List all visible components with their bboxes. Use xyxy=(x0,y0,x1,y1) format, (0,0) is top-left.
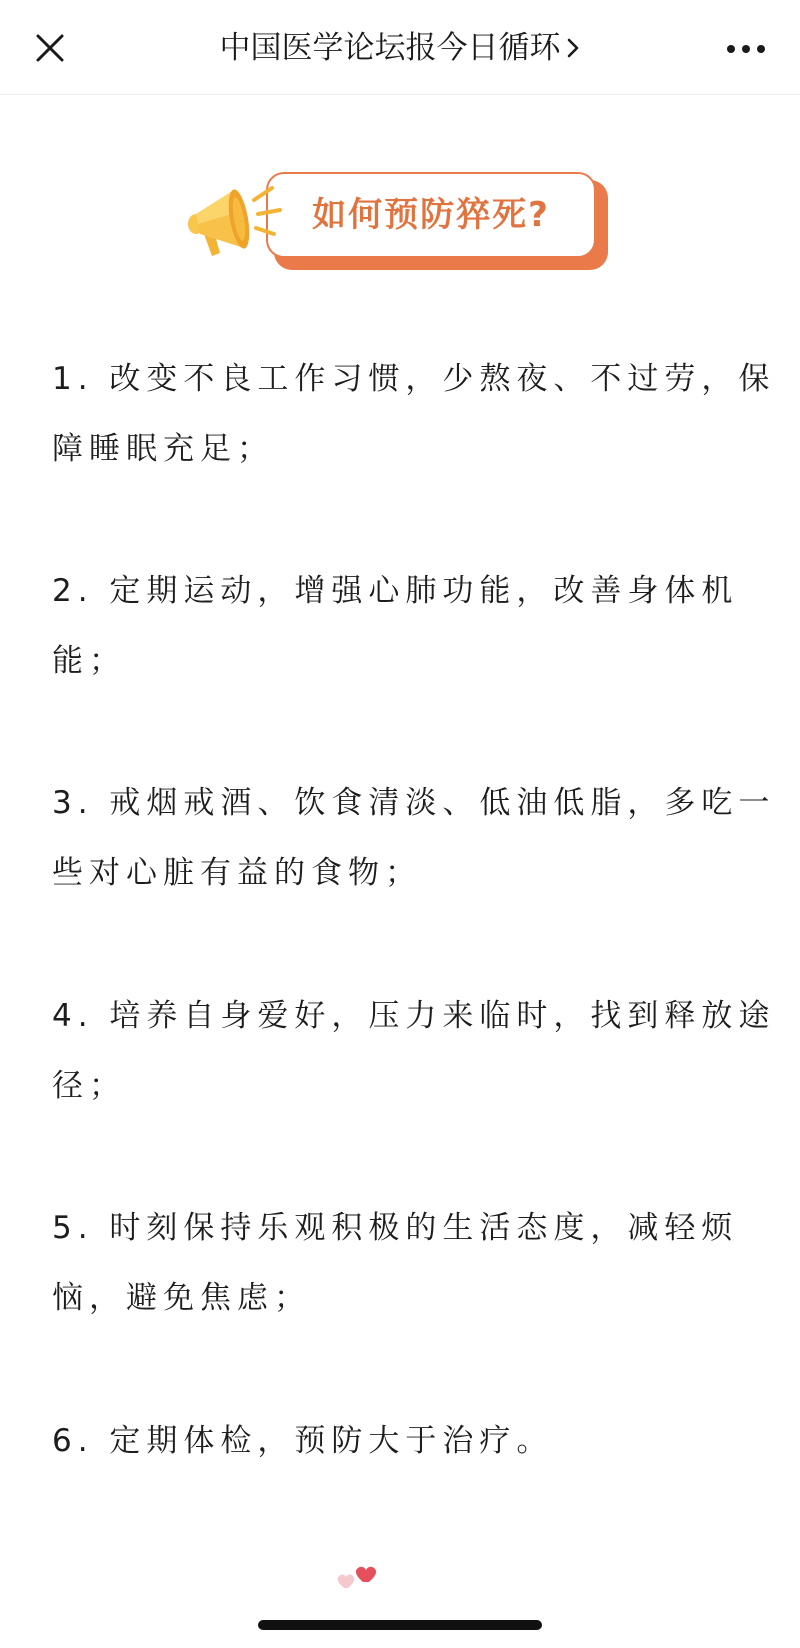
account-title-link[interactable] xyxy=(150,28,650,68)
list-item xyxy=(52,344,776,484)
chevron-right-icon xyxy=(565,36,581,60)
hearts-icon xyxy=(336,1562,386,1592)
top-nav-bar xyxy=(0,0,800,95)
megaphone-icon xyxy=(182,178,292,268)
list-item xyxy=(52,1193,752,1333)
paragraph-line: 5. 时刻保持乐观积极的生活态度，减轻烦 xyxy=(52,1210,739,1246)
close-button[interactable] xyxy=(30,28,70,68)
paragraph-line: 径； xyxy=(52,1068,126,1104)
paragraph-line: 恼，避免焦虑； xyxy=(52,1280,311,1316)
home-indicator[interactable] xyxy=(258,1620,542,1630)
section-banner xyxy=(182,168,622,278)
page-title: 中国医学论坛报今日循环 xyxy=(219,30,561,66)
paragraph-line: 1. 改变不良工作习惯，少熬夜、不过劳，保 xyxy=(52,361,776,397)
paragraph-line: 4. 培养自身爱好，压力来临时，找到释放途 xyxy=(52,998,776,1034)
banner-title: 如何预防猝死? xyxy=(312,195,550,235)
paragraph-line: 障睡眠充足； xyxy=(52,431,274,467)
list-item xyxy=(52,556,752,696)
list-item xyxy=(52,1406,752,1476)
paragraph-line: 2. 定期运动，增强心肺功能，改善身体机 xyxy=(52,573,739,609)
paragraph-line: 些对心脏有益的食物； xyxy=(52,855,422,891)
more-options-button[interactable] xyxy=(722,34,770,64)
more-dots-icon xyxy=(722,34,770,64)
paragraph-line: 能； xyxy=(52,643,126,679)
list-item xyxy=(52,768,776,908)
paragraph-line: 3. 戒烟戒酒、饮食清淡、低油低脂，多吃一 xyxy=(52,785,776,821)
paragraph-line: 6. 定期体检，预防大于治疗。 xyxy=(52,1423,554,1459)
list-item xyxy=(52,981,776,1121)
close-icon xyxy=(30,28,70,68)
